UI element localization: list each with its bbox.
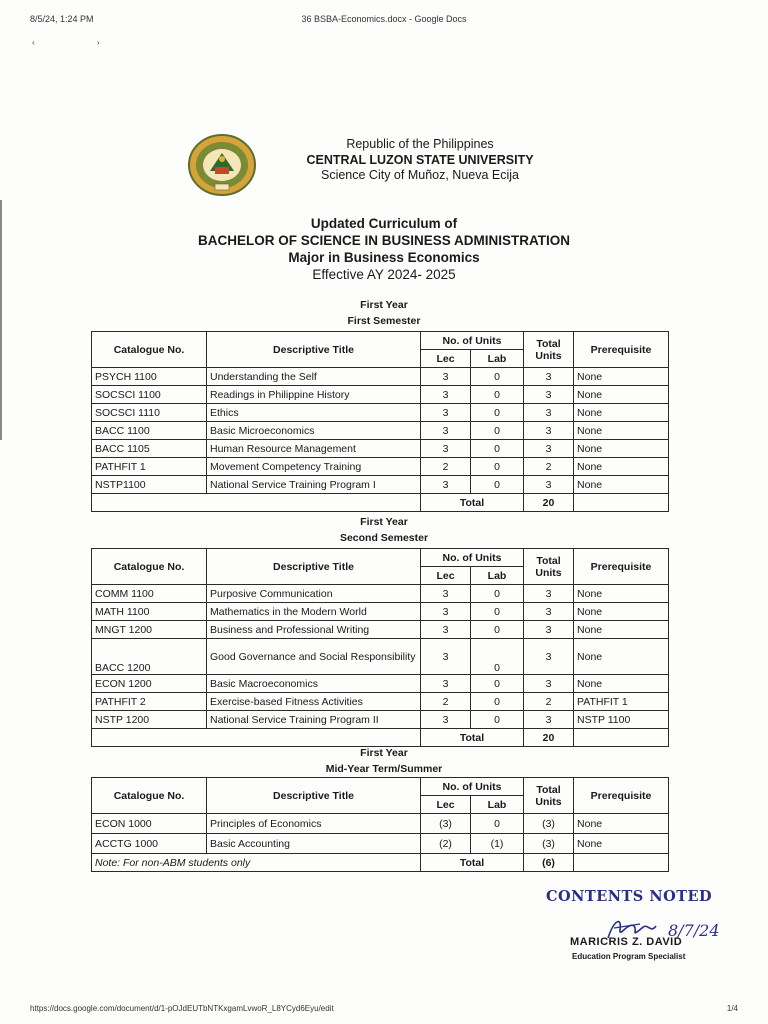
course-lab: 0 — [471, 603, 524, 621]
signer-role: Education Program Specialist — [572, 952, 686, 961]
total-empty — [574, 494, 669, 512]
total-spacer — [92, 729, 421, 747]
table-row — [92, 440, 669, 458]
course-lec: (2) — [421, 834, 471, 854]
course-lab: 0 — [471, 693, 524, 711]
course-code: PATHFIT 1 — [92, 458, 207, 476]
course-units: 3 — [524, 440, 574, 458]
scan-marks: ‹ › — [32, 38, 130, 47]
course-prereq: None — [574, 675, 669, 693]
header-catalogue: Catalogue No. — [92, 549, 207, 585]
curriculum-heading — [0, 215, 768, 283]
term-1-table — [91, 331, 669, 512]
table-row — [92, 621, 669, 639]
total-empty — [574, 729, 669, 747]
course-title: Principles of Economics — [207, 814, 421, 834]
course-title: Ethics — [207, 404, 421, 422]
course-lec: 2 — [421, 693, 471, 711]
header-catalogue: Catalogue No. — [92, 332, 207, 368]
total-units: 20 — [524, 494, 574, 512]
course-title: Business and Professional Writing — [207, 621, 421, 639]
course-title: National Service Training Program II — [207, 711, 421, 729]
print-url: https://docs.google.com/document/d/1-pOJdEUTbNTKxgamLvwoR_L8YCyd6Eyu/edit — [30, 1004, 334, 1013]
header-catalogue: Catalogue No. — [92, 778, 207, 814]
course-lab: 0 — [471, 422, 524, 440]
header-total-units-1: Total — [536, 783, 561, 796]
course-title: Exercise-based Fitness Activities — [207, 693, 421, 711]
course-code: SOCSCI 1110 — [92, 404, 207, 422]
print-datetime: 8/5/24, 1:24 PM — [30, 14, 94, 24]
course-prereq: None — [574, 440, 669, 458]
header-total-units-1: Total — [536, 554, 561, 567]
course-prereq: None — [574, 404, 669, 422]
program-name: BACHELOR OF SCIENCE IN BUSINESS ADMINISTRATION — [197, 233, 570, 248]
course-title: Basic Macroeconomics — [207, 675, 421, 693]
table-row — [92, 834, 669, 854]
course-units: 3 — [524, 711, 574, 729]
course-prereq: None — [574, 386, 669, 404]
republic-line: Republic of the Philippines — [346, 137, 494, 151]
header-title: Descriptive Title — [207, 549, 421, 585]
course-lab: 0 — [471, 621, 524, 639]
course-prereq: None — [574, 368, 669, 386]
course-lec: 3 — [421, 639, 471, 675]
course-units: 3 — [524, 476, 574, 494]
course-units: 3 — [524, 603, 574, 621]
course-title: Readings in Philippine History — [207, 386, 421, 404]
course-lab: 0 — [471, 585, 524, 603]
course-lab: 0 — [471, 814, 524, 834]
course-prereq: None — [574, 458, 669, 476]
course-title: Mathematics in the Modern World — [207, 603, 421, 621]
print-page-number: 1/4 — [726, 1004, 738, 1013]
course-units: 2 — [524, 693, 574, 711]
course-units: 3 — [524, 404, 574, 422]
course-code: ACCTG 1000 — [92, 834, 207, 854]
table-row — [92, 422, 669, 440]
table-row — [92, 693, 669, 711]
course-lab: 0 — [471, 476, 524, 494]
course-title: National Service Training Program I — [207, 476, 421, 494]
table-row — [92, 711, 669, 729]
header-row — [92, 332, 669, 350]
term-3-name: Mid-Year Term/Summer — [325, 763, 443, 775]
course-units: (3) — [524, 834, 574, 854]
course-lec: 3 — [421, 422, 471, 440]
course-units: 3 — [524, 675, 574, 693]
term-1-year: First Year — [360, 299, 408, 311]
course-prereq: NSTP 1100 — [574, 711, 669, 729]
table-row — [92, 476, 669, 494]
course-units: 3 — [524, 621, 574, 639]
table-row — [92, 458, 669, 476]
course-code: BACC 1100 — [92, 422, 207, 440]
course-prereq: None — [574, 476, 669, 494]
course-prereq: None — [574, 834, 669, 854]
term-2-name: Second Semester — [339, 532, 429, 544]
curriculum-line1: Updated Curriculum of — [310, 216, 458, 231]
course-lec: 3 — [421, 368, 471, 386]
header-total-units-2: Units — [535, 795, 562, 808]
course-units: 3 — [524, 368, 574, 386]
course-lab: 0 — [471, 675, 524, 693]
course-code: BACC 1200 — [92, 639, 207, 675]
course-prereq: None — [574, 621, 669, 639]
course-lab: 0 — [471, 440, 524, 458]
header-lec: Lec — [421, 796, 471, 814]
course-lab: 0 — [471, 458, 524, 476]
course-title: Movement Competency Training — [207, 458, 421, 476]
course-code: PATHFIT 2 — [92, 693, 207, 711]
course-prereq: None — [574, 585, 669, 603]
header-total-units-1: Total — [536, 337, 561, 350]
term-2-table — [91, 548, 669, 747]
term-1-name: First Semester — [347, 315, 421, 327]
header-units: No. of Units — [421, 332, 524, 350]
header-total-units-2: Units — [535, 566, 562, 579]
table-row — [92, 404, 669, 422]
course-title: Good Governance and Social Responsibility — [207, 639, 421, 675]
course-lec: 3 — [421, 404, 471, 422]
course-lec: 3 — [421, 440, 471, 458]
total-units: 20 — [524, 729, 574, 747]
course-lab: (1) — [471, 834, 524, 854]
course-lec: 3 — [421, 711, 471, 729]
course-prereq: None — [574, 814, 669, 834]
course-lec: 3 — [421, 386, 471, 404]
course-title: Basic Microeconomics — [207, 422, 421, 440]
university-seal-icon — [186, 133, 258, 197]
header-units: No. of Units — [421, 549, 524, 567]
course-code: MATH 1100 — [92, 603, 207, 621]
print-doc-title: 36 BSBA-Economics.docx - Google Docs — [301, 14, 467, 24]
header-units: No. of Units — [421, 778, 524, 796]
effective-year: Effective AY 2024- 2025 — [312, 267, 456, 282]
header-lab: Lab — [471, 796, 524, 814]
header-total-units — [524, 778, 574, 814]
course-lab: 0 — [471, 386, 524, 404]
course-code: BACC 1105 — [92, 440, 207, 458]
total-units: (6) — [524, 854, 574, 872]
course-lec: 3 — [421, 675, 471, 693]
signature-date: 8/7/24 — [668, 921, 720, 940]
total-label: Total — [421, 729, 524, 747]
total-label: Total — [421, 494, 524, 512]
header-total-units — [524, 332, 574, 368]
course-lec: 3 — [421, 585, 471, 603]
signer-name: MARICRIS Z. DAVID — [570, 936, 683, 948]
header-title: Descriptive Title — [207, 778, 421, 814]
total-label: Total — [421, 854, 524, 872]
course-lec: 2 — [421, 458, 471, 476]
course-units: 3 — [524, 386, 574, 404]
header-row — [92, 549, 669, 567]
table-row — [92, 368, 669, 386]
course-title: Understanding the Self — [207, 368, 421, 386]
course-lab: 0 — [471, 711, 524, 729]
total-spacer — [92, 494, 421, 512]
course-code: ECON 1000 — [92, 814, 207, 834]
term-2-heading — [0, 514, 768, 546]
header-lab: Lab — [471, 350, 524, 368]
header-total-units-2: Units — [535, 349, 562, 362]
term-1-heading — [0, 297, 768, 329]
course-code: SOCSCI 1100 — [92, 386, 207, 404]
course-code: NSTP 1200 — [92, 711, 207, 729]
course-lec: 3 — [421, 603, 471, 621]
course-units: 2 — [524, 458, 574, 476]
header-prereq: Prerequisite — [574, 778, 669, 814]
course-prereq: None — [574, 603, 669, 621]
table-row — [92, 639, 669, 675]
header-title: Descriptive Title — [207, 332, 421, 368]
header-row — [92, 778, 669, 796]
university-address: Science City of Muñoz, Nueva Ecija — [320, 168, 519, 182]
total-empty — [574, 854, 669, 872]
course-code: PSYCH 1100 — [92, 368, 207, 386]
course-lec: (3) — [421, 814, 471, 834]
header-prereq: Prerequisite — [574, 332, 669, 368]
header-prereq: Prerequisite — [574, 549, 669, 585]
course-units: 3 — [524, 422, 574, 440]
course-title: Purposive Communication — [207, 585, 421, 603]
header-lec: Lec — [421, 567, 471, 585]
term-3-heading — [0, 745, 768, 777]
course-lec: 3 — [421, 476, 471, 494]
course-units: 3 — [524, 639, 574, 675]
print-header — [30, 14, 738, 28]
course-title: Basic Accounting — [207, 834, 421, 854]
course-units: 3 — [524, 585, 574, 603]
total-row — [92, 494, 669, 512]
course-title: Human Resource Management — [207, 440, 421, 458]
table-row — [92, 814, 669, 834]
major-name: Major in Business Economics — [288, 250, 480, 265]
university-header — [260, 137, 580, 184]
course-prereq: None — [574, 422, 669, 440]
course-lab: 0 — [471, 368, 524, 386]
course-prereq: PATHFIT 1 — [574, 693, 669, 711]
university-name: CENTRAL LUZON STATE UNIVERSITY — [306, 152, 534, 167]
table-row — [92, 585, 669, 603]
course-lab: 0 — [471, 639, 524, 675]
course-code: NSTP1100 — [92, 476, 207, 494]
total-row — [92, 729, 669, 747]
course-code: COMM 1100 — [92, 585, 207, 603]
header-total-units — [524, 549, 574, 585]
table-row — [92, 386, 669, 404]
course-prereq: None — [574, 639, 669, 675]
header-lec: Lec — [421, 350, 471, 368]
table-row — [92, 675, 669, 693]
course-lec: 3 — [421, 621, 471, 639]
course-units: (3) — [524, 814, 574, 834]
course-lab: 0 — [471, 404, 524, 422]
course-code: MNGT 1200 — [92, 621, 207, 639]
term-3-table — [91, 777, 669, 872]
contents-noted-stamp: CONTENTS NOTED — [546, 888, 713, 905]
course-code: ECON 1200 — [92, 675, 207, 693]
term-3-year: First Year — [360, 747, 408, 759]
term-2-year: First Year — [360, 516, 408, 528]
header-lab: Lab — [471, 567, 524, 585]
total-row — [92, 854, 669, 872]
term-note: Note: For non-ABM students only — [92, 854, 421, 872]
table-row — [92, 603, 669, 621]
